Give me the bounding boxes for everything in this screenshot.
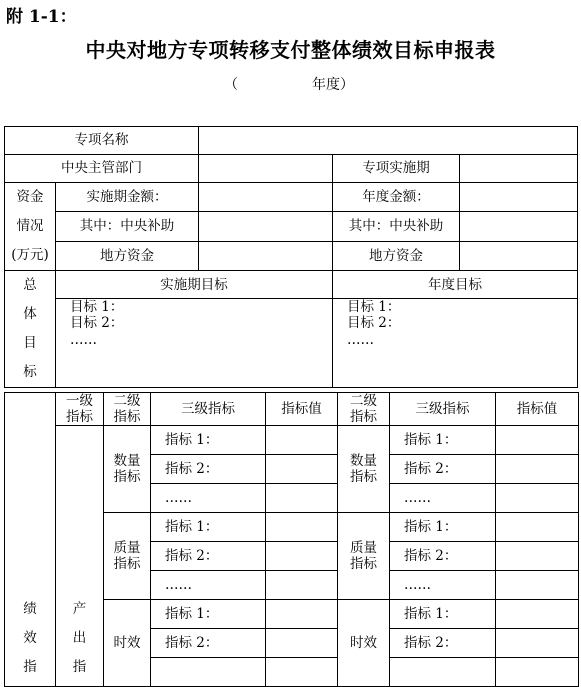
quantity-indicator-label	[104, 426, 151, 513]
funds-label-line: (万元)	[11, 247, 49, 263]
indicator-value-field[interactable]	[496, 600, 579, 629]
impl-period-label: 专项实施期	[333, 155, 460, 183]
quality-indicator-label-year	[338, 513, 390, 600]
indicator-value-field[interactable]	[496, 484, 579, 513]
funds-label-line: 情况	[16, 218, 44, 234]
level2-header-line: 二级	[350, 393, 377, 409]
indicator-value-field[interactable]	[266, 426, 338, 455]
goal-label-char: 总	[23, 277, 37, 293]
indicator-cell[interactable]	[390, 658, 496, 687]
impl-goal-item: 目标 2：	[70, 315, 124, 332]
indicator-1-label-year[interactable]: 指标 1：	[390, 513, 496, 542]
indicator-value-field[interactable]	[496, 542, 579, 571]
indicator-2-label-year[interactable]: 指标 2：	[390, 455, 496, 484]
impl-period-field[interactable]	[460, 155, 578, 183]
year-paren-open: （	[224, 77, 238, 93]
indicator-value-field[interactable]	[266, 571, 338, 600]
level1-header	[56, 393, 104, 426]
goal-label-char: 标	[23, 364, 37, 380]
quantity-indicator-label-year	[338, 426, 390, 513]
indicator-2-label[interactable]: 指标 2：	[151, 629, 266, 658]
quality-indicator-label	[104, 513, 151, 600]
table-row	[5, 183, 578, 212]
indicators-table	[4, 392, 579, 687]
local-funds-year-field[interactable]	[460, 241, 578, 270]
indicator-value-field[interactable]	[266, 484, 338, 513]
indicator-value-field[interactable]	[496, 658, 579, 687]
goal-label-char: 目	[23, 335, 37, 351]
value-header: 指标值	[266, 393, 338, 426]
basic-info-table	[4, 126, 578, 388]
central-subsidy-label: 其中：中央补助	[56, 212, 199, 241]
impl-goal-header: 实施期目标	[56, 271, 333, 299]
level2-header-line: 二级	[113, 393, 141, 409]
perf-char: 效	[23, 630, 37, 647]
indicator-value-field[interactable]	[496, 426, 579, 455]
local-funds-field[interactable]	[199, 241, 333, 270]
level2-header	[104, 393, 151, 426]
indicator-more-year[interactable]: ……	[390, 484, 496, 513]
quantity-label-line: 数量	[350, 453, 377, 470]
indicator-value-field[interactable]	[496, 455, 579, 484]
output-indicator-label	[56, 426, 104, 687]
indicator-value-field[interactable]	[496, 513, 579, 542]
dept-label: 中央主管部门	[5, 155, 199, 183]
table-row	[5, 271, 578, 299]
quality-label-line: 指标	[350, 556, 377, 573]
central-subsidy-year-field[interactable]	[460, 212, 578, 241]
output-char: 产	[72, 601, 87, 618]
impl-goal-field[interactable]	[56, 299, 333, 388]
level1-header-line: 指标	[66, 409, 93, 426]
level2-header-line: 指标	[350, 409, 377, 426]
perf-char: 指	[23, 659, 37, 676]
quality-label-line: 质量	[113, 540, 141, 557]
year-amount-field[interactable]	[460, 183, 578, 212]
impl-goal-item: 目标 1：	[70, 299, 124, 316]
indicator-2-label[interactable]: 指标 2：	[151, 455, 266, 484]
indicator-value-field[interactable]	[266, 600, 338, 629]
indicator-2-label-year[interactable]: 指标 2：	[390, 542, 496, 571]
project-name-field[interactable]	[199, 127, 578, 155]
year-goal-item: 目标 1：	[347, 299, 401, 316]
indicator-value-field[interactable]	[266, 629, 338, 658]
indicator-more[interactable]: ……	[151, 484, 266, 513]
funds-label	[5, 183, 56, 271]
indicator-1-label[interactable]: 指标 1：	[151, 600, 266, 629]
local-funds-year-label: 地方资金	[333, 241, 460, 270]
indicator-1-label[interactable]: 指标 1：	[151, 513, 266, 542]
form-title: 中央对地方专项转移支付整体绩效目标申报表	[85, 38, 496, 62]
timeliness-indicator-label-year: 时效	[338, 600, 390, 687]
indicator-value-field[interactable]	[496, 571, 579, 600]
quality-label-line: 指标	[113, 556, 141, 573]
year-label: 年度）	[312, 77, 354, 93]
indicator-1-label-year[interactable]: 指标 1：	[390, 600, 496, 629]
indicator-2-label-year[interactable]: 指标 2：	[390, 629, 496, 658]
indicator-1-label-year[interactable]: 指标 1：	[390, 426, 496, 455]
output-char: 指	[72, 659, 87, 676]
year-amount-label: 年度金额：	[333, 183, 460, 212]
table-row	[5, 127, 578, 155]
quality-label-line: 质量	[350, 540, 377, 557]
quantity-label-line: 指标	[113, 469, 141, 486]
indicator-cell[interactable]	[151, 658, 266, 687]
central-subsidy-year-label: 其中：中央补助	[333, 212, 460, 241]
level1-header-line: 一级	[66, 393, 93, 409]
level2-header-line: 指标	[113, 409, 141, 426]
perf-char: 绩	[23, 601, 37, 618]
level3-header: 三级指标	[151, 393, 266, 426]
quantity-label-line: 数量	[113, 453, 141, 470]
table-row	[5, 241, 578, 270]
impl-amount-field[interactable]	[199, 183, 333, 212]
table-row	[5, 426, 579, 455]
indicator-1-label[interactable]: 指标 1：	[151, 426, 266, 455]
level2-header-year	[338, 393, 390, 426]
local-funds-label: 地方资金	[56, 241, 199, 270]
year-goal-field[interactable]	[333, 299, 578, 388]
indicator-value-field[interactable]	[266, 658, 338, 687]
year-goal-item: 目标 2：	[347, 315, 401, 332]
indicator-2-label[interactable]: 指标 2：	[151, 542, 266, 571]
indicator-value-field[interactable]	[266, 513, 338, 542]
impl-goal-item: ……	[70, 331, 97, 348]
overall-goal-label	[5, 271, 56, 388]
year-goal-header: 年度目标	[333, 271, 578, 299]
timeliness-indicator-label: 时效	[104, 600, 151, 687]
indicator-more-year[interactable]: ……	[390, 571, 496, 600]
appendix-label: 附 1-1：	[6, 7, 77, 27]
goal-label-char: 体	[23, 306, 37, 322]
central-subsidy-field[interactable]	[199, 212, 333, 241]
dept-field[interactable]	[199, 155, 333, 183]
year-goal-item: ……	[347, 331, 374, 348]
indicator-value-field[interactable]	[496, 629, 579, 658]
perf-indicator-label	[5, 393, 56, 687]
indicator-more[interactable]: ……	[151, 571, 266, 600]
level3-header-year: 三级指标	[390, 393, 496, 426]
output-char: 出	[72, 630, 87, 647]
project-name-label: 专项名称	[5, 127, 199, 155]
table-row	[5, 212, 578, 241]
impl-amount-label: 实施期金额：	[56, 183, 199, 212]
indicator-value-field[interactable]	[266, 455, 338, 484]
table-row	[5, 299, 578, 388]
quantity-label-line: 指标	[350, 469, 377, 486]
funds-label-line: 资金	[16, 189, 44, 205]
value-header-year: 指标值	[496, 393, 579, 426]
table-row	[5, 155, 578, 183]
indicator-value-field[interactable]	[266, 542, 338, 571]
